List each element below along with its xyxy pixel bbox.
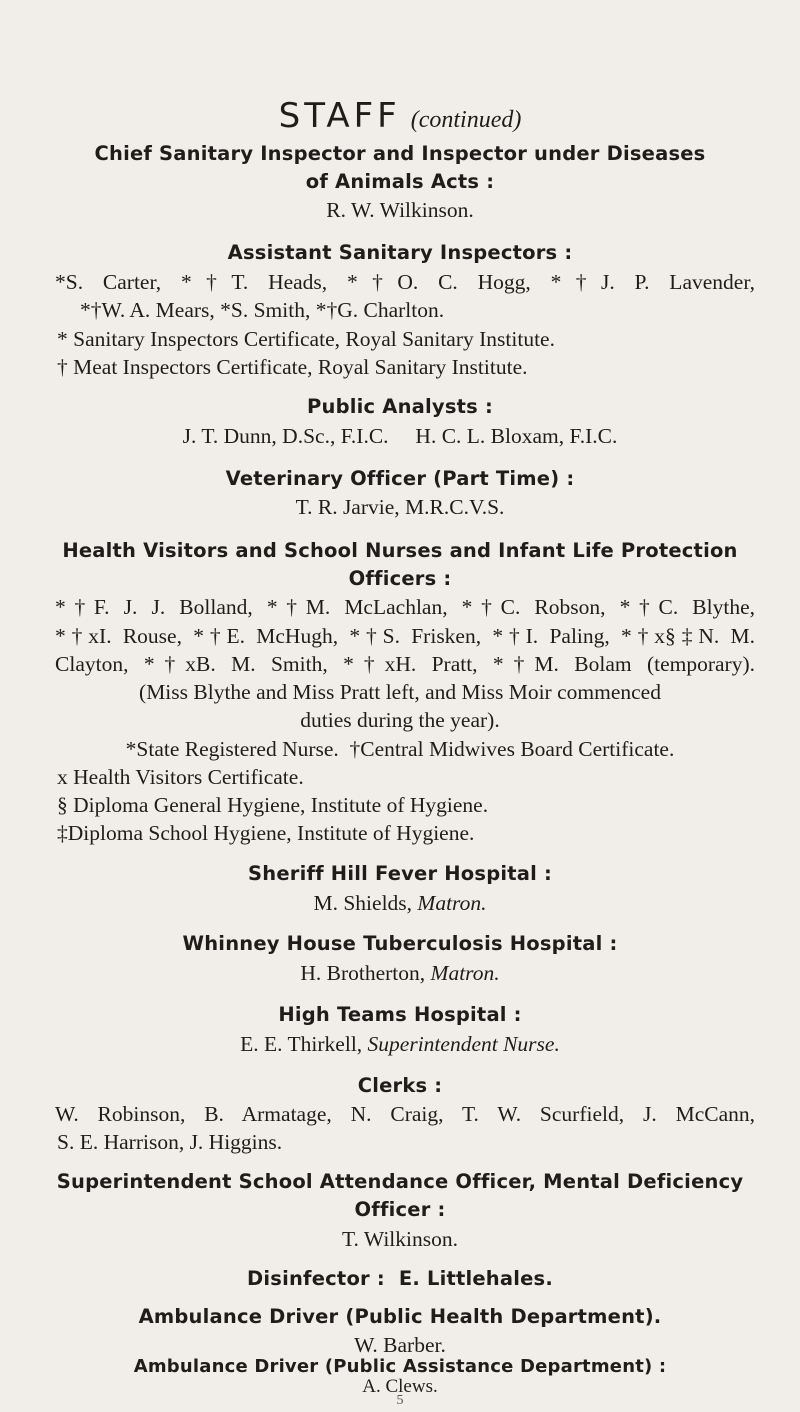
health-visitors-heading-2: Officers : [348,567,452,590]
chief-inspector-heading-1: Chief Sanitary Inspector and Inspector under Diseases [94,142,706,165]
chief-inspector-name: R. W. Wilkinson. [326,198,474,222]
clerks-line-2: S. E. Harrison, J. Higgins. [57,1130,283,1154]
attendance-officer-name: T. Wilkinson. [342,1227,458,1251]
health-visitors-note-1: *State Registered Nurse. †Central Midwives Board Certificate. [125,737,675,761]
ambulance-health-heading: Ambulance Driver (Public Health Department). [138,1305,662,1328]
sheriff-hill-staff [40,889,760,917]
health-visitors-line-3: Clayton, *†xB. M. Smith, *†xH. Pratt, *†M. Bolam (temporary). [55,652,755,676]
sheriff-hill-name: M. Shields, [313,891,418,915]
assistant-inspectors-line-2: *†W. A. Mears, *S. Smith, *†G. Charlton. [80,298,445,322]
assistant-note-2: † Meat Inspectors Certificate, Royal Sanitary Institute. [57,355,528,379]
health-visitors-note-3: § Diploma General Hygiene, Institute of Hygiene. [57,793,489,817]
attendance-officer-heading-1: Superintendent School Attendance Officer, Mental Deficiency [56,1170,744,1193]
clerks-heading: Clerks : [357,1074,443,1097]
ambulance-health-name: W. Barber. [354,1333,446,1357]
high-teams-staff [40,1030,760,1058]
ambulance-assistance-name: A. Clews. [362,1376,438,1397]
high-teams-role: Superintendent Nurse. [367,1032,560,1056]
whinney-house-heading: Whinney House Tuberculosis Hospital : [182,932,618,955]
health-visitors-note-4: ‡Diploma School Hygiene, Institute of Hygiene. [57,821,475,845]
whinney-house-name: H. Brotherton, [300,961,431,985]
sheriff-hill-role: Matron. [417,891,487,915]
health-visitors-note-2: x Health Visitors Certificate. [57,765,304,789]
high-teams-name: E. E. Thirkell, [240,1032,368,1056]
whinney-house-role: Matron. [430,961,500,985]
page-number: 5 [396,1393,404,1408]
health-visitors-line-1: *†F. J. J. Bolland, *†M. McLachlan, *†C. Robson, *†C. Blythe, [55,595,755,619]
health-visitors-line-2: *†xI. Rouse, *†E. McHugh, *†S. Frisken, *†I. Paling, *†x§‡N. M. [55,624,755,648]
attendance-officer-heading-2: Officer : [354,1198,446,1221]
chief-inspector-heading-2: of Animals Acts : [305,170,495,193]
page-title [0,96,800,136]
health-visitors-heading-1: Health Visitors and School Nurses and Infant Life Protection [62,539,738,562]
health-visitors-line-5: duties during the year). [300,708,500,732]
disinfector-line: Disinfector : E. Littlehales. [247,1267,553,1290]
assistant-note-1: * Sanitary Inspectors Certificate, Royal Sanitary Institute. [57,327,555,351]
high-teams-heading: High Teams Hospital : [278,1003,522,1026]
public-analysts-heading: Public Analysts : [307,395,493,418]
health-visitors-line-4: (Miss Blythe and Miss Pratt left, and Miss Moir commenced [139,680,661,704]
ambulance-assistance-heading: Ambulance Driver (Public Assistance Department) : [133,1356,667,1377]
title-continued: (continued) [410,107,522,133]
whinney-house-staff [40,959,760,987]
clerks-line-1: W. Robinson, B. Armatage, N. Craig, T. W. Scurfield, J. McCann, [55,1102,755,1126]
public-analysts-names: J. T. Dunn, D.Sc., F.I.C. H. C. L. Bloxam, F.I.C. [182,424,618,448]
title-main: STAFF [278,96,401,136]
assistant-inspectors-heading: Assistant Sanitary Inspectors : [227,241,573,264]
assistant-inspectors-line-1: *S. Carter, *†T. Heads, *†O. C. Hogg, *†J. P. Lavender, [55,270,755,294]
veterinary-heading: Veterinary Officer (Part Time) : [225,467,575,490]
sheriff-hill-heading: Sheriff Hill Fever Hospital : [248,862,552,885]
veterinary-name: T. R. Jarvie, M.R.C.V.S. [295,495,505,519]
